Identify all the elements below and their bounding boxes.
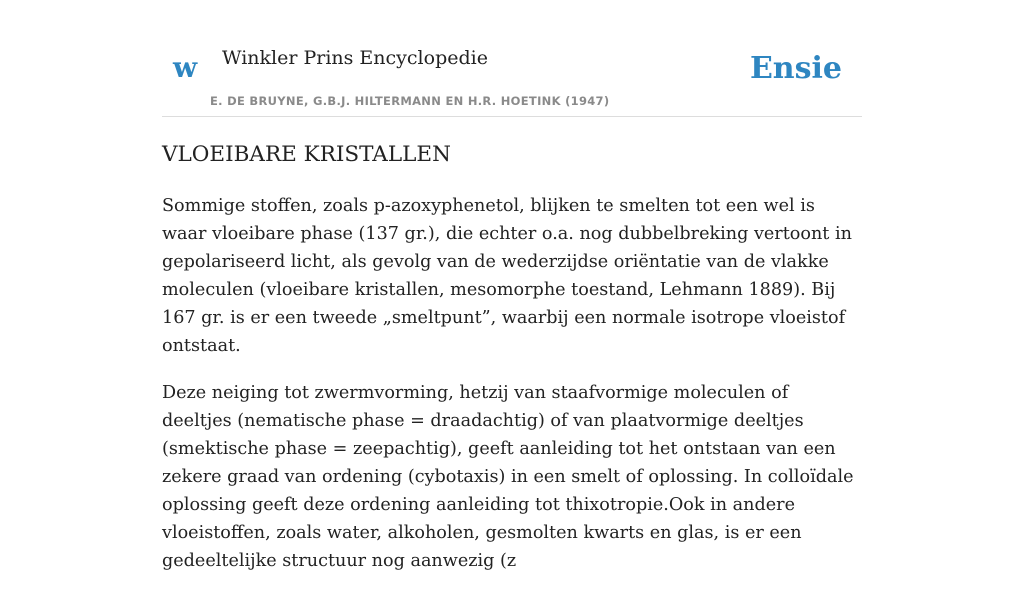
authors-line: E. DE BRUYNE, G.B.J. HILTERMANN EN H.R. HOETINK (1947) bbox=[210, 94, 610, 108]
article-title: VLOEIBARE KRISTALLEN bbox=[162, 142, 451, 167]
article-paragraph-1: Sommige stoffen, zoals p-azoxyphenetol, blijken te smelten tot een wel is waar vloeibare phase (137 gr.), die echter o.a. nog dubbelbreking vertoont in gepolariseerd licht, als gevolg van de wederzijdse oriëntatie van de vlakke moleculen (vloeibare kristallen, mesomorphe toestand, Lehmann 1889). Bij 167 gr. is er een tweede „smeltpunt”, waarbij een normale isotrope vloeistof ontstaat. bbox=[162, 196, 852, 356]
logo-w-icon[interactable]: w bbox=[173, 51, 198, 84]
site-title[interactable]: Winkler Prins Encyclopedie bbox=[222, 47, 488, 69]
site-header bbox=[162, 0, 862, 117]
ensie-brand-link[interactable]: Ensie bbox=[749, 51, 842, 86]
article-paragraph-2: Deze neiging tot zwermvorming, hetzij van staafvormige moleculen of deeltjes (nematische phase = draadachtig) of van plaatvormige deeltjes (smektische phase = zeepachtig), geeft aanleiding tot het ontstaan van een zekere graad van ordening (cybotaxis) in een smelt of oplossing. In colloïdale oplossing geeft deze ordening aanleiding tot thixotropie.Ook in andere vloeistoffen, zoals water, alkoholen, gesmolten kwarts en glas, is er een gedeeltelijke structuur nog aanwezig (z bbox=[162, 383, 854, 571]
article-body bbox=[162, 192, 862, 594]
